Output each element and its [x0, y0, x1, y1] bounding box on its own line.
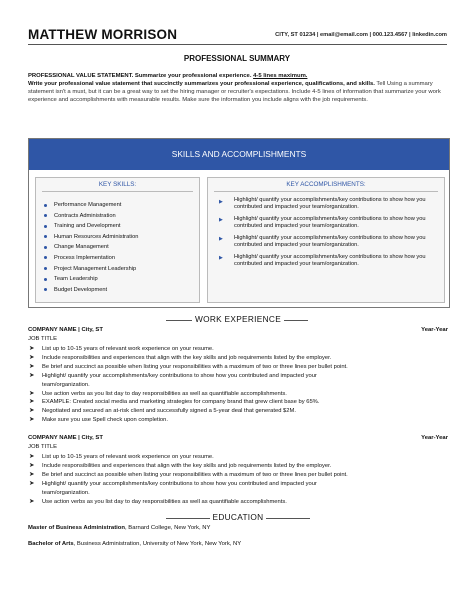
job-bullet-item-text: EXAMPLE: Created social media and marketing strategies for company brand that grew client base by 65%.: [42, 399, 320, 406]
job-1-dates: Year-Year: [421, 327, 448, 333]
key-skill-item-text: Contracts Administration: [54, 212, 116, 219]
arrow-bullet-icon: ➤: [29, 362, 35, 370]
bullet-dot-icon: [44, 225, 47, 228]
key-accomplishment-item-text: Highlight/ quantify your accomplishments/key contributions to show how you contributed and impacted your team/organization.: [234, 234, 426, 249]
education-label: [28, 512, 448, 522]
header-divider: [28, 44, 447, 45]
job-1-title: JOB TITLE: [28, 336, 58, 342]
key-accomplishment-item-text: Highlight/ quantify your accomplishments/key contributions to show how you contributed and impacted your team/organization.: [234, 215, 426, 230]
job-2-company: COMPANY NAME | City, ST: [28, 435, 103, 441]
arrow-bullet-icon: ➤: [29, 389, 35, 397]
education-detail: , Barnard College, New York, NY: [125, 525, 211, 531]
work-experience-text: WORK EXPERIENCE: [192, 314, 284, 324]
triangle-bullet-icon: ▶: [219, 236, 223, 243]
key-skill-item-text: Performance Management: [54, 202, 122, 208]
job-bullet-item: [28, 390, 448, 399]
summary-line-1-prefix: PROFESSIONAL VALUE STATEMENT. Summarize your professional experience.: [28, 73, 254, 79]
summary-title: PROFESSIONAL SUMMARY: [183, 54, 291, 63]
arrow-bullet-icon: ➤: [29, 345, 35, 352]
bullet-dot-icon: [44, 256, 47, 259]
key-skill-item: [44, 274, 199, 285]
summary-rest: Tell Using a summary statement isn't a must, but it can be a great way to set the hiring manager or recruiter's expectations. Include 4-5 lines of information that summarize your work experience and accomplishments with measurable results. Make sure the information you include aligns with the job requirements.: [28, 81, 441, 104]
job-bullet-item-text: Negotiated and secured an at-risk client and successfully signed a 5-year deal that generated $2M.: [42, 408, 296, 415]
bullet-dot-icon: [44, 278, 47, 281]
key-accomplishment-item: [216, 235, 434, 250]
key-skill-item-text: Change Management: [54, 244, 109, 251]
job-bullet-item-text: Make sure you use Spell check upon completion.: [42, 417, 168, 424]
key-accomplishment-item-text: Highlight/ quantify your accomplishments/key contributions to show how you contributed and impacted your team/organization.: [234, 253, 426, 268]
key-accomplishments-panel: [207, 177, 445, 303]
job-bullet-item-text: team/organization.: [42, 381, 90, 388]
summary-line-1-underlined: 4-5 lines maximum.: [253, 73, 308, 79]
job-bullet-item: [28, 381, 448, 390]
job-bullet-item-text: List up to 10-15 years of relevant work experience on your resume.: [42, 346, 214, 352]
job-bullet-item: [28, 372, 448, 381]
skills-box: [28, 138, 450, 308]
key-skill-item-text: Team Leadership: [54, 276, 98, 283]
bullet-dot-icon: [44, 204, 47, 207]
job-1-company: COMPANY NAME | City, ST: [28, 327, 103, 333]
arrow-bullet-icon: ➤: [29, 470, 35, 478]
job-bullet-item-text: Use action verbs as you list day to day responsibilities as well as quantifiable accomplishments.: [42, 390, 287, 397]
key-accomplishments-list: [208, 197, 444, 269]
job-bullet-item: [28, 354, 448, 363]
key-skill-item: [44, 253, 199, 264]
triangle-bullet-icon: ▶: [219, 255, 223, 262]
arrow-bullet-icon: ➤: [29, 416, 35, 424]
summary-line-1: [28, 72, 448, 80]
job-bullet-item: [28, 363, 448, 372]
key-accomplishment-item: [216, 254, 434, 269]
job-bullet-item-text: Include responsibilities and experiences that align with the key skills and job requirements listed by the employer.: [42, 462, 332, 469]
arrow-bullet-icon: ➤: [29, 497, 35, 505]
key-skill-item: [44, 200, 199, 211]
job-bullet-item-text: team/organization.: [42, 489, 90, 496]
job-bullet-item: [28, 416, 448, 425]
job-bullet-item-text: List up to 10-15 years of relevant work experience on your resume.: [42, 454, 214, 460]
education-entry: [28, 541, 241, 547]
key-skill-item: [44, 264, 199, 275]
job-bullet-item: [28, 407, 448, 416]
job-bullet-item: [28, 498, 448, 507]
job-bullet-item: [28, 453, 448, 462]
work-experience-heading: [28, 314, 448, 326]
bullet-dot-icon: [44, 288, 47, 291]
bullet-dot-icon: [44, 246, 47, 249]
job-bullet-item-text: Highlight/ quantify your accomplishments/key contributions to show how you contributed and impacted your: [42, 372, 317, 379]
job-1-bullets: [28, 345, 448, 425]
arrow-bullet-icon: ➤: [29, 461, 35, 469]
triangle-bullet-icon: ▶: [219, 217, 223, 224]
summary-line-2: Write your professional value statement that succinctly summarizes your professional experience, qualifications, and skills.: [28, 81, 375, 88]
job-bullet-item-text: Be brief and succinct as possible when listing your responsibilities with a maximum of two or three lines per bullet point.: [42, 471, 348, 478]
arrow-bullet-icon: ➤: [29, 479, 35, 487]
key-skills-list: [36, 200, 199, 295]
job-bullet-item-text: Include responsibilities and experiences that align with the key skills and job requirements listed by the employer.: [42, 354, 332, 361]
education-text: EDUCATION: [210, 512, 267, 522]
job-bullet-item-text: Use action verbs as you list day to day responsibilities as well as quantifiable accomplishments.: [42, 498, 287, 505]
arrow-bullet-icon: ➤: [29, 453, 35, 460]
job-2-header: [28, 435, 448, 441]
key-skill-item: [44, 232, 199, 243]
key-skill-item: [44, 242, 199, 253]
job-bullet-item-text: Highlight/ quantify your accomplishments/key contributions to show how you contributed and impacted your: [42, 480, 317, 487]
education-entry: [28, 525, 210, 531]
skills-header: SKILLS AND ACCOMPLISHMENTS: [29, 139, 449, 170]
education-heading: [28, 512, 448, 524]
key-accomplishments-heading: KEY ACCOMPLISHMENTS:: [214, 181, 438, 192]
key-skill-item-text: Human Resources Administration: [54, 233, 139, 240]
arrow-bullet-icon: ➤: [29, 353, 35, 361]
arrow-bullet-icon: ➤: [29, 407, 35, 415]
education-detail: , Business Administration, University of New York, New York, NY: [73, 541, 242, 547]
key-skill-item: [44, 221, 199, 232]
education-degree: Bachelor of Arts: [28, 541, 74, 547]
key-skill-item-text: Budget Development: [54, 286, 108, 293]
job-bullet-item: [28, 480, 448, 489]
job-2-dates: Year-Year: [421, 435, 448, 441]
job-bullet-item: [28, 489, 448, 498]
key-skills-heading: KEY SKILLS:: [42, 181, 193, 192]
job-bullet-item-text: Be brief and succinct as possible when listing your responsibilities with a maximum of two or three lines per bullet point.: [42, 363, 348, 370]
arrow-bullet-icon: ➤: [29, 398, 35, 406]
bullet-dot-icon: [44, 214, 47, 217]
key-skill-item: [44, 285, 199, 296]
education-degree: Master of Business Administration: [28, 525, 125, 531]
job-bullet-item: [28, 345, 448, 354]
job-bullet-item: [28, 398, 448, 407]
summary-text: [28, 72, 448, 104]
work-experience-label: [28, 314, 448, 324]
key-skill-item: [44, 211, 199, 222]
arrow-bullet-icon: ➤: [29, 371, 35, 379]
job-2-bullets: [28, 453, 448, 506]
key-accomplishment-item: [216, 216, 434, 231]
key-skill-item-text: Process Implementation: [54, 254, 116, 261]
bullet-dot-icon: [44, 235, 47, 238]
key-accomplishment-item-text: Highlight/ quantify your accomplishments/key contributions to show how you contributed and impacted your team/organization.: [234, 197, 426, 211]
triangle-bullet-icon: ▶: [219, 198, 223, 205]
key-accomplishment-item: [216, 197, 434, 212]
key-skill-item-text: Project Management Leadership: [54, 265, 137, 272]
contact-line: CITY, ST 01234 | email@email.com | 000.123.4567 | linkedin.com: [275, 32, 447, 38]
candidate-name: MATTHEW MORRISON: [28, 27, 178, 42]
bullet-dot-icon: [44, 267, 47, 270]
key-skill-item-text: Training and Development: [54, 223, 121, 230]
job-1-header: [28, 327, 448, 333]
key-skills-panel: [35, 177, 200, 303]
job-bullet-item: [28, 471, 448, 480]
job-2-title: JOB TITLE: [28, 444, 58, 450]
job-bullet-item: [28, 462, 448, 471]
